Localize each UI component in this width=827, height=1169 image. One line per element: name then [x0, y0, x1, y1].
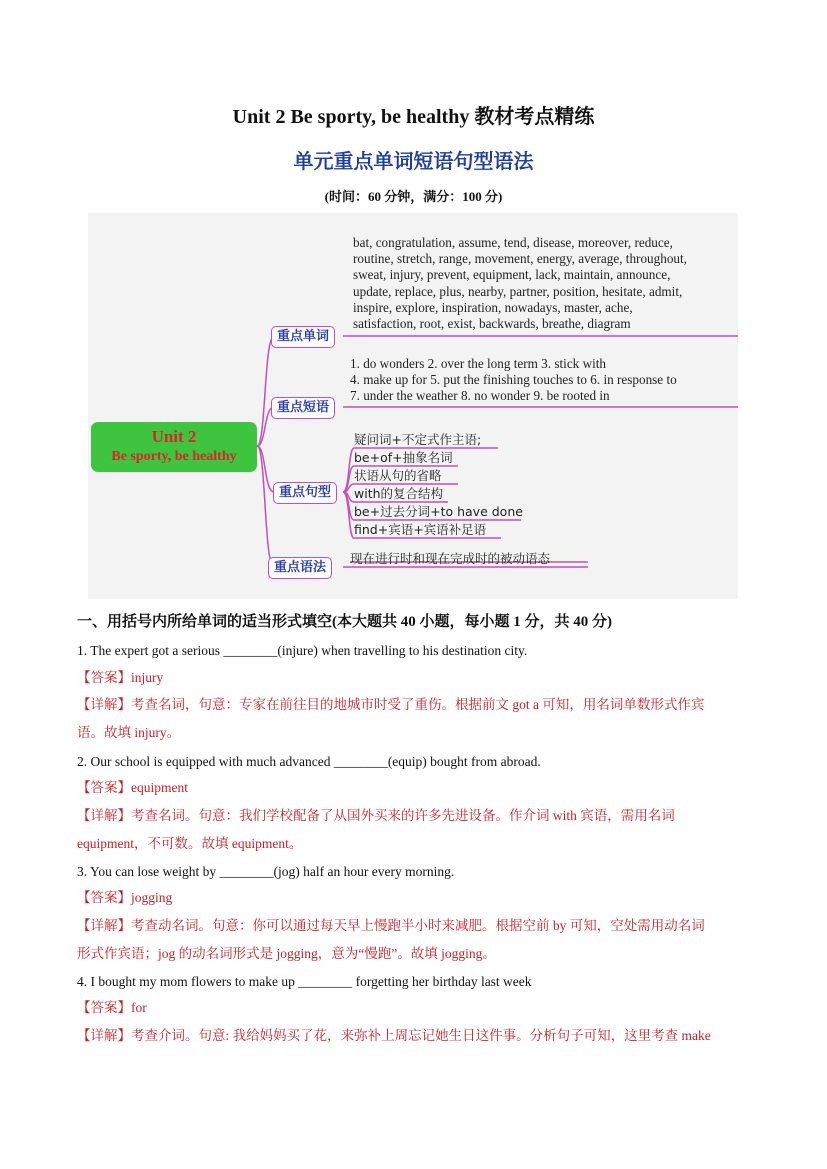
explanation-text: 【详解】考查名词。句意：我们学校配备了从国外买来的许多先进设备。作介词 with 宾语，需用名词 [77, 808, 675, 823]
node-key-phrases: 重点短语 [271, 397, 335, 419]
answer-text: 【答案】jogging [77, 890, 173, 905]
center-line-unit: Unit 2 [151, 427, 197, 446]
explanation-text: 【详解】考查名词，句意：专家在前往目的地城市时受了重伤。根据前文 got a 可知，用名词单数形式作宾 [77, 697, 705, 712]
section-heading: 一、用括号内所给单词的适当形式填空(本大题共 40 小题，每小题 1 分，共 40 分) [77, 614, 612, 630]
mindmap [88, 213, 738, 599]
question-text: 2. Our school is equipped with much advanced ________(equip) bought from abroad. [77, 754, 541, 769]
center-line-theme: Be sporty, be healthy [111, 449, 237, 464]
doc-timing: (时间：60 分钟，满分：100 分) [324, 189, 503, 204]
key-words-list [353, 235, 738, 332]
question-text: 1. The expert got a serious ________(injure) when travelling to his destination city. [77, 643, 528, 658]
node-key-grammar: 重点语法 [268, 557, 332, 579]
doc-subtitle: 单元重点单词短语句型语法 [293, 151, 534, 173]
explanation-text: equipment，不可数。故填 equipment。 [77, 836, 303, 851]
words-line: inspire, explore, inspiration, nowadays, master, ache, [353, 299, 633, 315]
explanation-text: 【详解】考查介词。句意: 我给妈妈买了花，来弥补上周忘记她生日这件事。分析句子可知，这里考查 make [77, 1028, 711, 1043]
phrases-line: 7. under the weather 8. no wonder 9. be rooted in [350, 388, 610, 404]
question-text: 3. You can lose weight by ________(jog) half an hour every morning. [77, 864, 455, 879]
words-line: sweat, injury, prevent, equipment, lack, maintain, announce, [353, 267, 671, 283]
grammar-item: 现在进行时和现在完成时的被动语态 [350, 551, 551, 566]
words-line: update, replace, plus, nearby, partner, position, hesitate, admit, [353, 283, 683, 299]
answer-text: 【答案】equipment [77, 780, 188, 795]
node-key-patterns: 重点句型 [273, 482, 337, 504]
words-line: satisfaction, root, exist, backwards, breathe, diagram [353, 316, 631, 332]
node-key-words: 重点单词 [271, 326, 335, 348]
phrases-line: 4. make up for 5. put the finishing touches to 6. in response to [350, 372, 677, 388]
words-line: routine, stretch, range, movement, energy, average, throughout, [353, 251, 687, 267]
doc-title: Unit 2 Be sporty, be healthy 教材考点精练 [232, 106, 595, 128]
pattern-item: 状语从句的省略 [354, 468, 442, 483]
explanation-text: 【详解】考查动名词。句意：你可以通过每天早上慢跑半小时来减肥。根据空前 by 可知，空处需用动名词 [77, 918, 705, 933]
answer-text: 【答案】injury [77, 670, 164, 685]
words-line: bat, congratulation, assume, tend, disease, moreover, reduce, [353, 235, 673, 250]
question-text: 4. I bought my mom flowers to make up ________ forgetting her birthday last week [77, 974, 532, 989]
key-phrases-list [350, 356, 735, 405]
pattern-item: be+of+抽象名词 [354, 450, 453, 465]
mindmap-center-node [91, 422, 257, 472]
explanation-text: 语。故填 injury。 [77, 725, 181, 740]
pattern-item: with的复合结构 [354, 486, 444, 501]
phrases-line: 1. do wonders 2. over the long term 3. stick with [350, 356, 607, 371]
explanation-text: 形式作宾语；jog 的动名词形式是 jogging，意为“慢跑”。故填 jogging。 [77, 946, 496, 961]
answer-text: 【答案】for [77, 1000, 147, 1015]
pattern-item: 疑问词+不定式作主语; [354, 432, 482, 447]
pattern-item: find+宾语+宾语补足语 [354, 522, 487, 537]
pattern-item: be+过去分词+to have done [354, 504, 523, 519]
